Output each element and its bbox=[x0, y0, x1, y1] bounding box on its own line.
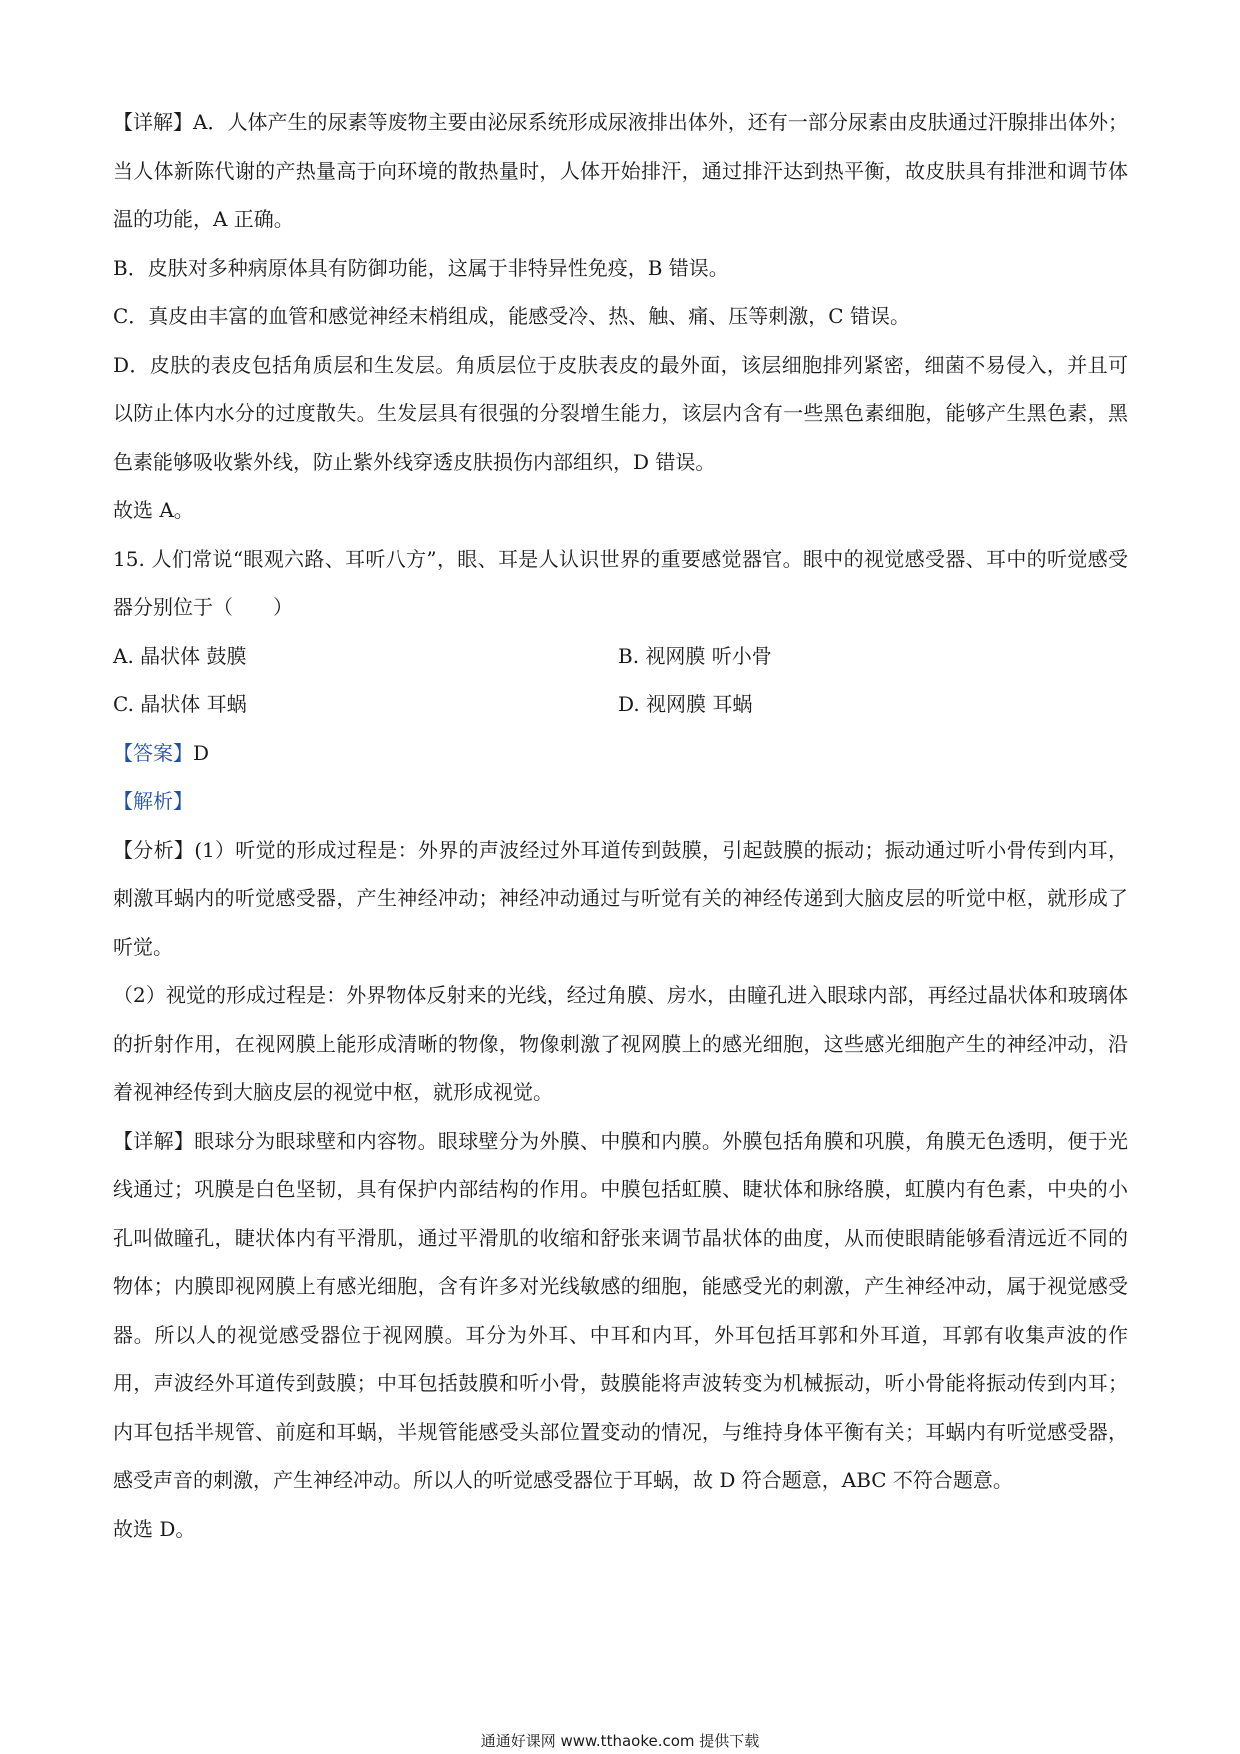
option-d: D. 视网膜 耳蜗 bbox=[618, 692, 753, 716]
option-c: C. 晶状体 耳蜗 bbox=[113, 692, 247, 716]
q15-options bbox=[113, 632, 1128, 729]
detail-text-a: A．人体产生的尿素等废物主要由泌尿系统形成尿液排出体外，还有一部分尿素由皮肤通过汗腺排出体外；当人体新陈代谢的产热量高于向环境的散热量时，人体开始排汗，通过排汗达到热平衡，故皮肤具有排泄和调节体温的功能，A 正确。 bbox=[113, 110, 1128, 231]
analysis-tag: 【解析】 bbox=[113, 789, 193, 813]
q14-detail-a bbox=[113, 98, 1128, 244]
q15-conclusion: 故选 D。 bbox=[113, 1516, 196, 1541]
fenxi-text-1: (1）听觉的形成过程是：外界的声波经过外耳道传到鼓膜，引起鼓膜的振动；振动通过听小骨传到内耳，刺激耳蜗内的听觉感受器，产生神经冲动；神经冲动通过与听觉有关的神经传递到大脑皮层的听觉中枢，就形成了听觉。 bbox=[113, 837, 1129, 959]
fenxi-tag: 【分析】 bbox=[113, 837, 195, 862]
option-b: B. 视网膜 听小骨 bbox=[618, 643, 772, 668]
option-a: A. 晶状体 鼓膜 bbox=[113, 643, 247, 668]
answer-tag: 【答案】 bbox=[113, 740, 193, 765]
q14-detail-c: C．真皮由丰富的血管和感觉神经末梢组成，能感受冷、热、触、痛、压等刺激，C 错误。 bbox=[113, 304, 910, 328]
detail-text-q15: 眼球分为眼球壁和内容物。眼球壁分为外膜、中膜和内膜。外膜包括角膜和巩膜，角膜无色透明，便于光线通过；巩膜是白色坚韧，具有保护内部结构的作用。中膜包括虹膜、睫状体和脉络膜，虹膜内有色素，中央的小孔叫做瞳孔，睫状体内有平滑肌，通过平滑肌的收缩和舒张来调节晶状体的曲度，从而使眼睛能够看清远近不同的物体；内膜即视网膜上有感光细胞，含有许多对光线敏感的细胞，能感受光的刺激，产生神经冲动，属于视觉感受器。所以人的视觉感受器位于视网膜。耳分为外耳、中耳和内耳，外耳包括耳郭和外耳道，耳郭有收集声波的作用，声波经外耳道传到鼓膜；中耳包括鼓膜和听小骨，鼓膜能将声波转变为机械振动，听小骨能将振动传到内耳；内耳包括半规管、前庭和耳蜗，半规管能感受头部位置变动的情况，与维持身体平衡有关；耳蜗内有听觉感受器，感受声音的刺激，产生神经冲动。所以人的听觉感受器位于耳蜗，故 D 符合题意，ABC 不符合题意。 bbox=[113, 1128, 1129, 1492]
q14-detail-d: D．皮肤的表皮包括角质层和生发层。角质层位于皮肤表皮的最外面，该层细胞排列紧密，细菌不易侵入，并且可以防止体内水分的过度散失。生发层具有很强的分裂增生能力，该层内含有一些黑色素细胞，能够产生黑色素，黑色素能够吸收紫外线，防止紫外线穿透皮肤损伤内部组织，D 错误。 bbox=[113, 352, 1128, 474]
q15-analysis-heading bbox=[113, 777, 1128, 826]
detail-tag: 【详解】 bbox=[113, 110, 194, 134]
page-footer: 通通好课网 www.tthaoke.com 提供下载 bbox=[480, 1732, 760, 1750]
q15-detail bbox=[113, 1117, 1128, 1505]
q14-detail-b: B．皮肤对多种病原体具有防御功能，这属于非特异性免疫，B 错误。 bbox=[113, 255, 729, 280]
q15-answer bbox=[113, 729, 1128, 778]
detail-tag-q15: 【详解】 bbox=[113, 1128, 195, 1153]
page-content bbox=[113, 98, 1128, 1553]
q15-fenxi-1 bbox=[113, 826, 1128, 972]
q15-stem: 15. 人们常说“眼观六路、耳听八方”，眼、耳是人认识世界的重要感觉器官。眼中的视觉感受器、耳中的听觉感受器分别位于（ ） bbox=[113, 546, 1128, 619]
q15-fenxi-2: （2）视觉的形成过程是：外界物体反射来的光线，经过角膜、房水，由瞳孔进入眼球内部，再经过晶状体和玻璃体的折射作用，在视网膜上能形成清晰的物像，物像刺激了视网膜上的感光细胞，这些感光细胞产生的神经冲动，沿着视神经传到大脑皮层的视觉中枢，就形成视觉。 bbox=[113, 983, 1128, 1104]
q14-conclusion: 故选 A。 bbox=[113, 498, 194, 522]
answer-value: D bbox=[193, 740, 210, 765]
